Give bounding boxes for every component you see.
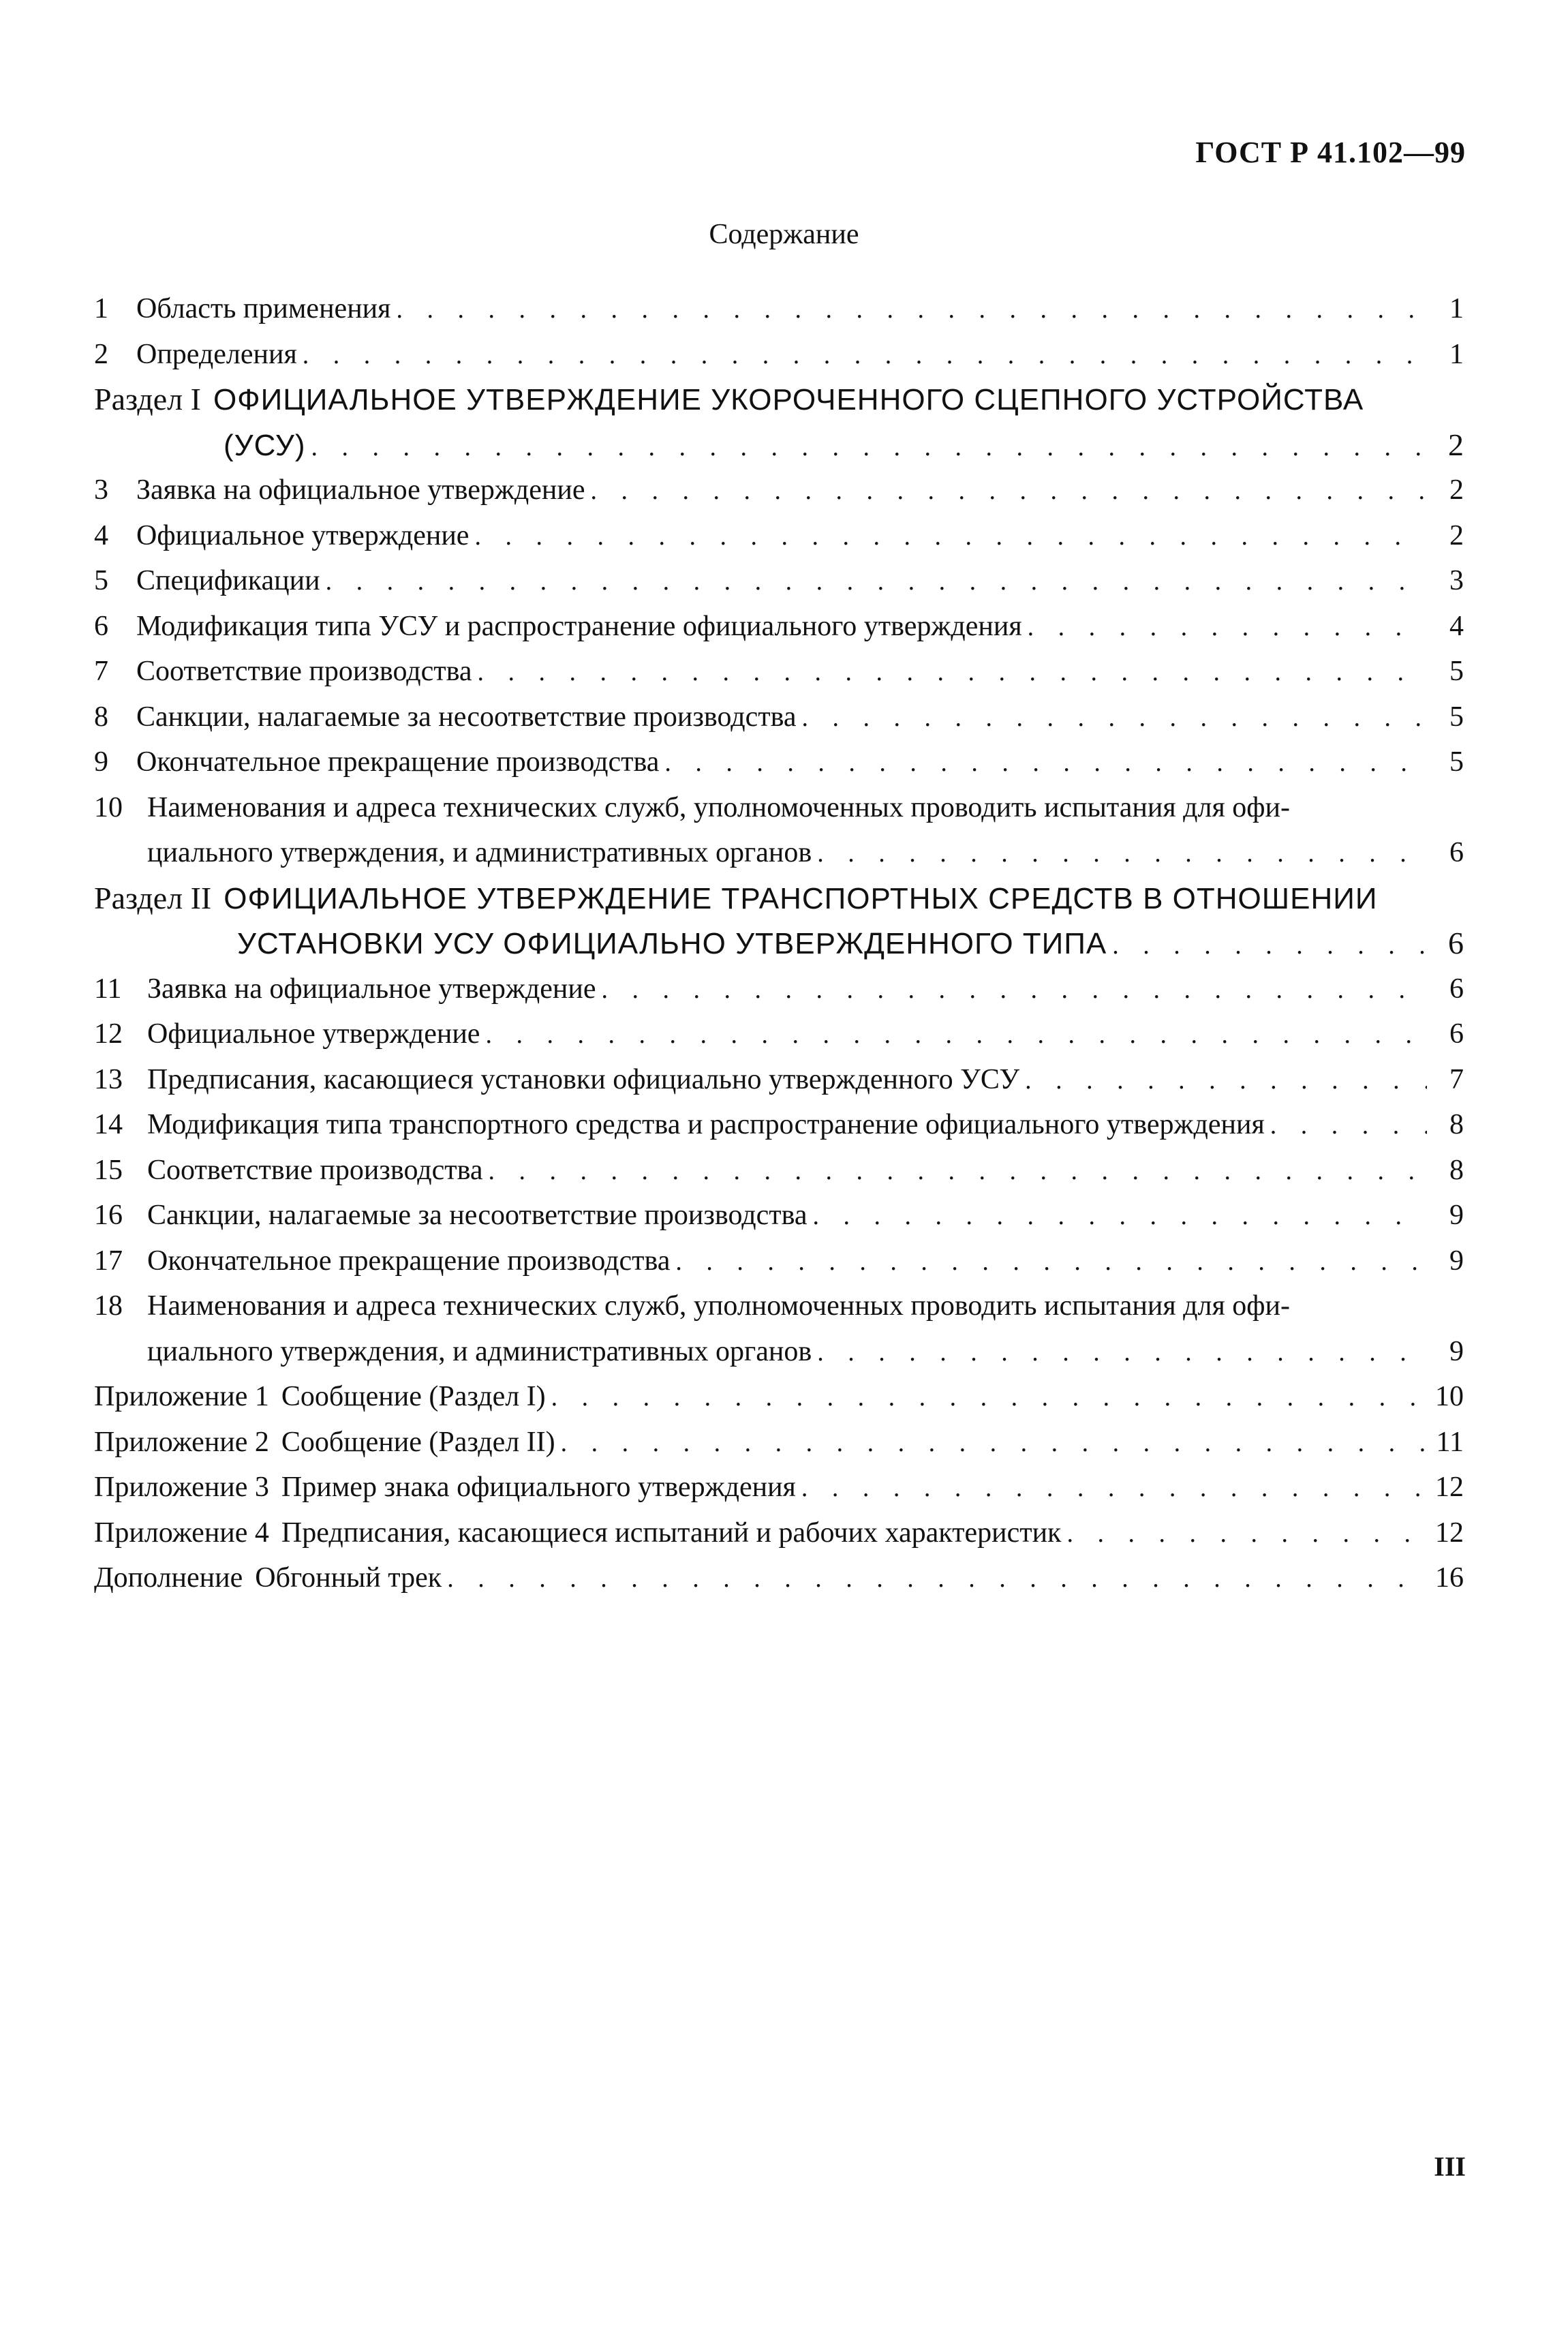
toc-leader xyxy=(664,740,1427,786)
toc-entry xyxy=(94,1238,1464,1284)
toc-leader xyxy=(1028,605,1427,650)
toc-leader xyxy=(813,1193,1427,1239)
toc-entry xyxy=(94,1057,1464,1103)
toc-number: 12 xyxy=(94,1018,123,1050)
toc-page: 10 xyxy=(1435,1381,1464,1412)
toc-page: 9 xyxy=(1449,1335,1464,1367)
toc-label: Официальное утверждение xyxy=(136,519,470,551)
toc-leader xyxy=(489,1148,1427,1194)
toc-number: 10 xyxy=(94,791,123,823)
toc-page: 5 xyxy=(1449,656,1464,687)
toc-number: 7 xyxy=(94,656,108,687)
toc-number: 18 xyxy=(94,1290,123,1322)
toc-leader xyxy=(675,1239,1427,1285)
toc-section-title-cont: (УСУ) xyxy=(224,428,306,462)
toc-label: Сообщение (Раздел II) xyxy=(281,1426,555,1458)
toc-label: Определения xyxy=(136,338,297,370)
toc-number: 8 xyxy=(94,701,108,733)
toc-leader xyxy=(1112,923,1427,969)
toc-appendix-prefix: Приложение 3 xyxy=(94,1472,269,1503)
toc-number: 15 xyxy=(94,1154,123,1186)
toc-label: Заявка на официальное утверждение xyxy=(136,474,585,506)
toc-label: Окончательное прекращение производства xyxy=(147,1245,671,1277)
toc-page: 8 xyxy=(1449,1154,1464,1186)
toc-leader xyxy=(478,650,1427,695)
toc-entry xyxy=(94,1148,1464,1193)
toc-leader xyxy=(485,1012,1427,1058)
page-number: III xyxy=(1434,2151,1466,2182)
document-code: ГОСТ Р 41.102—99 xyxy=(1195,136,1466,169)
toc-number: 6 xyxy=(94,610,108,642)
toc-page: 6 xyxy=(1448,926,1464,960)
toc-leader xyxy=(326,559,1427,605)
toc-leader xyxy=(1270,1103,1427,1148)
toc-appendix-entry xyxy=(94,1510,1464,1556)
toc-page: 9 xyxy=(1449,1245,1464,1277)
toc-label-cont: циального утверждения, и административных органов xyxy=(147,837,812,868)
toc-appendix-entry xyxy=(94,1465,1464,1510)
toc-label: Модификация типа транспортного средства и распространение официального утверждения xyxy=(147,1109,1265,1140)
toc-label: Заявка на официальное утверждение xyxy=(147,973,596,1005)
toc-label: Официальное утверждение xyxy=(147,1018,480,1050)
toc-entry xyxy=(94,1011,1464,1057)
toc-label: Санкции, налагаемые за несоответствие производства xyxy=(147,1200,808,1231)
toc-number: 13 xyxy=(94,1063,123,1095)
toc-leader xyxy=(1025,1058,1427,1103)
toc-leader xyxy=(447,1556,1426,1602)
toc-appendix-entry xyxy=(94,1420,1464,1465)
toc-page: 12 xyxy=(1435,1517,1464,1549)
toc-entry xyxy=(94,740,1464,785)
toc-label: Санкции, налагаемые за несоответствие производства xyxy=(136,701,797,733)
toc-section-heading-cont xyxy=(94,921,1464,966)
contents-title: Содержание xyxy=(709,219,859,250)
toc-page: 4 xyxy=(1449,610,1464,642)
toc-leader xyxy=(396,287,1427,333)
toc-entry xyxy=(94,332,1464,378)
toc-label: Модификация типа УСУ и распространение официального утверждения xyxy=(136,610,1022,642)
toc-leader xyxy=(551,1375,1426,1420)
toc-page: 6 xyxy=(1449,1018,1464,1050)
toc-leader xyxy=(1066,1511,1426,1557)
table-of-contents xyxy=(94,286,1464,1601)
toc-section-heading xyxy=(94,377,1464,423)
toc-label-cont: циального утверждения, и административных органов xyxy=(147,1335,812,1367)
toc-section-title: ОФИЦИАЛЬНОЕ УТВЕРЖДЕНИЕ ТРАНСПОРТНЫХ СРЕДСТВ В ОТНОШЕНИИ xyxy=(224,881,1378,915)
toc-number: 2 xyxy=(94,338,108,370)
toc-appendix-prefix: Приложение 2 xyxy=(94,1426,269,1458)
toc-label: Наименования и адреса технических служб, уполномоченных проводить испытания для офи- xyxy=(147,1290,1290,1322)
toc-label: Область применения xyxy=(136,293,391,324)
toc-page: 11 xyxy=(1436,1426,1464,1458)
toc-label: Соответствие производства xyxy=(147,1154,483,1186)
toc-leader xyxy=(601,967,1427,1013)
toc-page: 2 xyxy=(1448,427,1464,462)
toc-leader xyxy=(311,425,1427,470)
toc-page: 12 xyxy=(1435,1472,1464,1503)
toc-page: 1 xyxy=(1449,293,1464,324)
toc-leader xyxy=(817,1330,1427,1375)
toc-leader xyxy=(802,695,1427,741)
toc-page: 3 xyxy=(1449,565,1464,596)
toc-appendix-entry xyxy=(94,1555,1464,1601)
toc-label: Сообщение (Раздел I) xyxy=(281,1381,546,1412)
toc-section-title-cont: УСТАНОВКИ УСУ ОФИЦИАЛЬНО УТВЕРЖДЕННОГО ТИПА xyxy=(237,927,1107,960)
toc-appendix-prefix: Приложение 4 xyxy=(94,1517,269,1549)
toc-appendix-entry xyxy=(94,1374,1464,1420)
toc-entry-cont xyxy=(94,1329,1464,1375)
toc-label: Спецификации xyxy=(136,565,320,596)
toc-label: Соответствие производства xyxy=(136,656,472,687)
toc-section-prefix: Раздел II xyxy=(94,880,212,915)
toc-entry xyxy=(94,604,1464,650)
toc-entry xyxy=(94,966,1464,1012)
toc-page: 5 xyxy=(1449,701,1464,733)
toc-entry xyxy=(94,1102,1464,1148)
toc-number: 5 xyxy=(94,565,108,596)
toc-entry xyxy=(94,1193,1464,1238)
toc-leader xyxy=(303,333,1427,378)
toc-entry xyxy=(94,649,1464,695)
toc-page: 7 xyxy=(1449,1063,1464,1095)
toc-number: 9 xyxy=(94,746,108,778)
toc-page: 2 xyxy=(1449,519,1464,551)
toc-number: 17 xyxy=(94,1245,123,1277)
toc-section-prefix: Раздел I xyxy=(94,382,201,416)
toc-page: 9 xyxy=(1449,1200,1464,1231)
toc-leader xyxy=(474,514,1427,560)
toc-number: 14 xyxy=(94,1109,123,1140)
toc-entry xyxy=(94,468,1464,513)
toc-label: Предписания, касающиеся испытаний и рабочих характеристик xyxy=(281,1517,1062,1549)
toc-leader xyxy=(561,1420,1427,1466)
toc-appendix-prefix: Дополнение xyxy=(94,1562,243,1594)
toc-page: 8 xyxy=(1449,1109,1464,1140)
toc-page: 5 xyxy=(1449,746,1464,778)
toc-page: 6 xyxy=(1449,837,1464,868)
toc-number: 1 xyxy=(94,293,108,324)
toc-number: 16 xyxy=(94,1200,123,1231)
toc-appendix-prefix: Приложение 1 xyxy=(94,1381,269,1412)
toc-entry-cont xyxy=(94,830,1464,876)
toc-section-heading xyxy=(94,876,1464,922)
toc-section-title: ОФИЦИАЛЬНОЕ УТВЕРЖДЕНИЕ УКОРОЧЕННОГО СЦЕПНОГО УСТРОЙСТВА xyxy=(213,383,1364,416)
toc-leader xyxy=(801,1465,1426,1511)
toc-page: 16 xyxy=(1435,1562,1464,1594)
toc-entry xyxy=(94,286,1464,332)
toc-number: 4 xyxy=(94,519,108,551)
toc-number: 11 xyxy=(94,973,122,1005)
toc-label: Обгонный трек xyxy=(255,1562,442,1594)
toc-leader xyxy=(590,468,1427,514)
toc-label: Наименования и адреса технических служб, уполномоченных проводить испытания для офи- xyxy=(147,791,1290,823)
toc-label: Предписания, касающиеся установки официально утвержденного УСУ xyxy=(147,1063,1020,1095)
toc-entry xyxy=(94,695,1464,740)
toc-leader xyxy=(817,831,1427,877)
toc-section-heading-cont xyxy=(94,423,1464,468)
toc-entry xyxy=(94,1283,1464,1329)
toc-number: 3 xyxy=(94,474,108,506)
toc-entry xyxy=(94,558,1464,604)
toc-page: 2 xyxy=(1449,474,1464,506)
toc-label: Окончательное прекращение производства xyxy=(136,746,660,778)
toc-entry xyxy=(94,513,1464,559)
toc-entry xyxy=(94,785,1464,831)
toc-label: Пример знака официального утверждения xyxy=(281,1472,796,1503)
toc-page: 1 xyxy=(1449,338,1464,370)
toc-page: 6 xyxy=(1449,973,1464,1005)
